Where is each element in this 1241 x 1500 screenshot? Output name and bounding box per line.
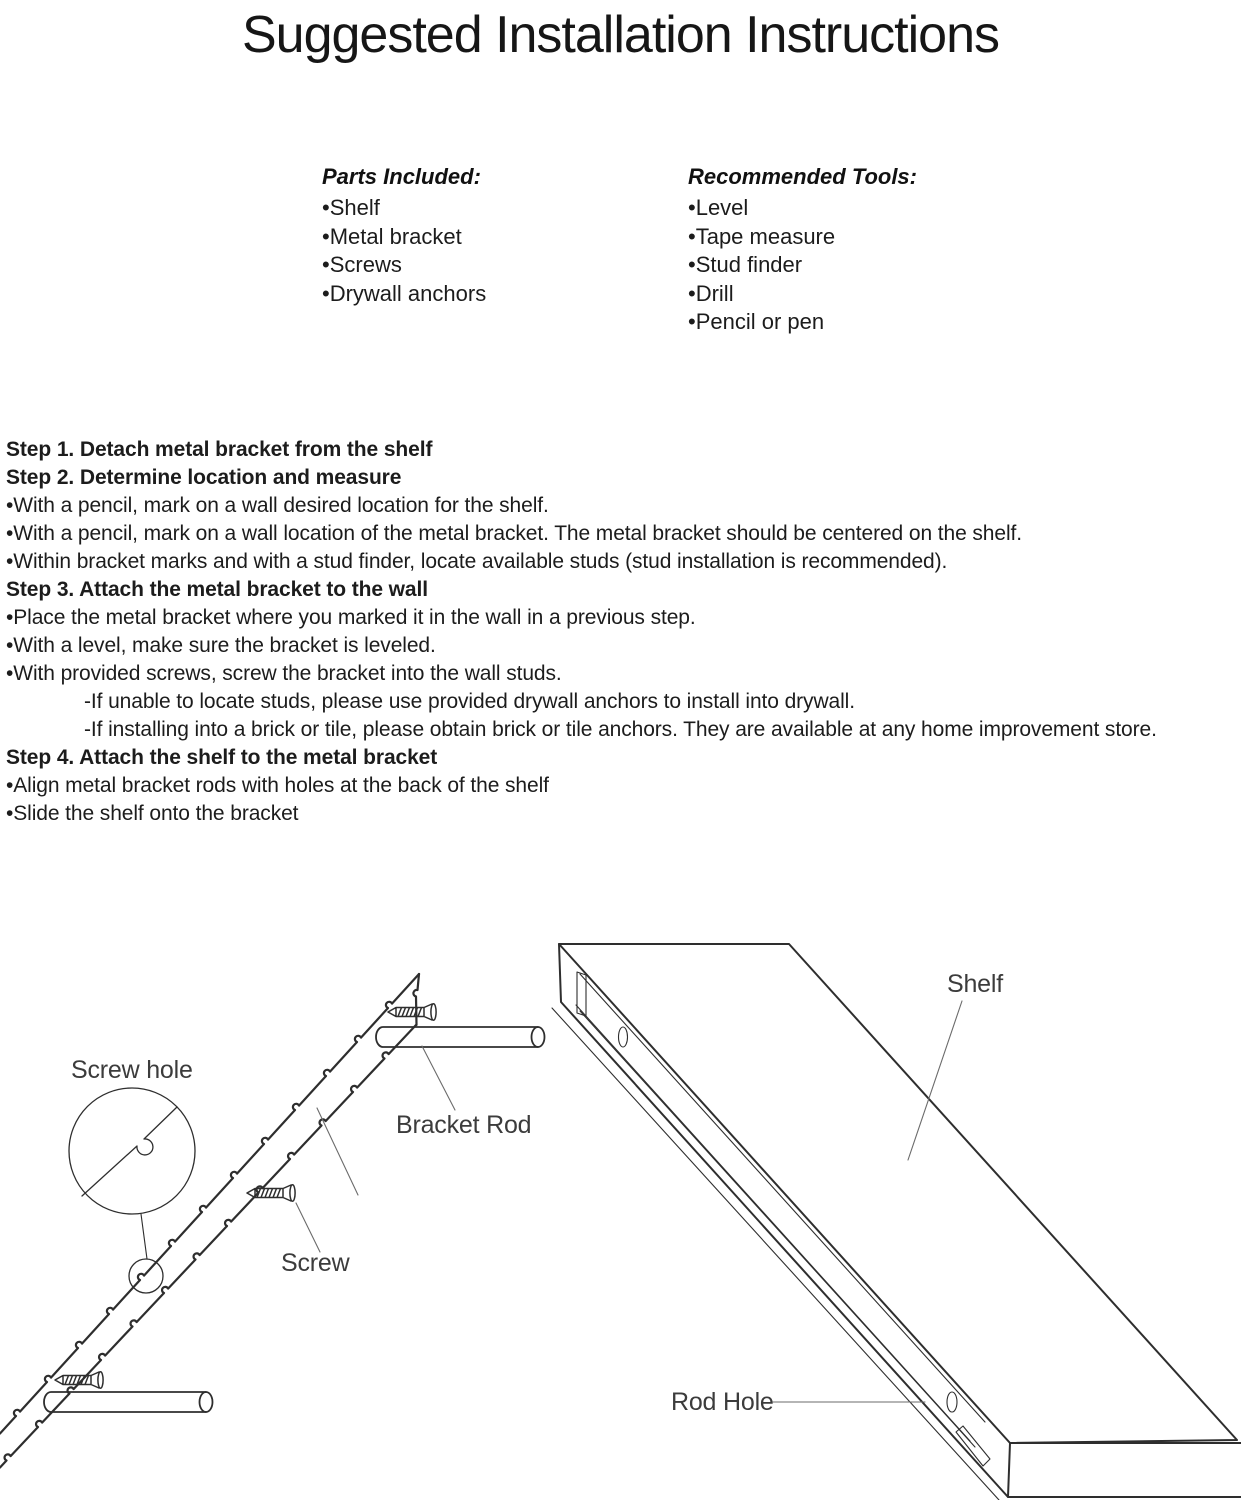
assembly-diagram — [0, 890, 1241, 1500]
bracket-upper-edge — [0, 974, 419, 1434]
rod-hole-bottom — [947, 1392, 957, 1412]
magnified-keyhole — [82, 1107, 177, 1196]
screw-leader-line — [296, 1203, 320, 1252]
step-sub-note: -If installing into a brick or tile, please obtain brick or tile anchors. They are available at any home improvement store. — [84, 718, 1157, 741]
magnifier-connector-line — [141, 1214, 147, 1259]
tools-item: •Drill — [688, 280, 734, 306]
rod-hole-label: Rod Hole — [671, 1388, 774, 1416]
magnifier-target-circle — [129, 1259, 163, 1293]
tools-item: •Pencil or pen — [688, 309, 825, 335]
bracket-leader-line — [317, 1108, 358, 1195]
screw-hole-magnifier — [69, 1088, 195, 1293]
parts-item: •Metal bracket — [322, 223, 462, 249]
parts-item: •Drywall anchors — [322, 280, 487, 306]
shelf-leader-line — [908, 1001, 962, 1160]
step-bullet: •With provided screws, screw the bracket into the wall studs. — [6, 662, 562, 685]
shelf-label: Shelf — [947, 970, 1003, 998]
shelf-groove-edge — [580, 974, 985, 1422]
bracket-top-cut-edge — [413, 974, 419, 1025]
shelf-bottom-contour — [552, 1008, 999, 1500]
step-1-heading: Step 1. Detach metal bracket from the shelf — [6, 438, 433, 461]
step-4-heading: Step 4. Attach the shelf to the metal bracket — [6, 746, 438, 769]
instruction-steps — [6, 436, 1157, 828]
parts-heading: Parts Included: — [322, 164, 481, 189]
parts-included-list — [322, 164, 486, 308]
step-bullet: •With a level, make sure the bracket is leveled. — [6, 634, 436, 657]
screw-label: Screw — [281, 1249, 350, 1277]
step-3-heading: Step 3. Attach the metal bracket to the wall — [6, 578, 428, 601]
bracket-rod-leader-line — [422, 1046, 455, 1110]
step-bullet: •Slide the shelf onto the bracket — [6, 802, 299, 825]
page-title: Suggested Installation Instructions — [241, 6, 1000, 64]
parts-item: •Screws — [322, 252, 402, 278]
bracket-rod-label: Bracket Rod — [396, 1111, 532, 1139]
rod-hole-top — [619, 1027, 628, 1047]
step-sub-note: -If unable to locate studs, please use provided drywall anchors to install into drywall. — [84, 690, 855, 713]
parts-item: •Shelf — [322, 195, 380, 220]
shelf-drawing — [552, 944, 1241, 1500]
step-bullet: •Within bracket marks and with a stud finder, locate available studs (stud installation is recommended). — [6, 550, 948, 573]
step-bullet: •With a pencil, mark on a wall location of the metal bracket. The metal bracket should be centered on the shelf. — [6, 522, 1022, 545]
tools-item: •Stud finder — [688, 252, 803, 278]
leader-lines — [296, 1001, 962, 1402]
tools-item: •Level — [688, 195, 749, 220]
recommended-tools-list — [688, 164, 917, 337]
shelf-groove-edge — [580, 1011, 975, 1447]
step-bullet: •With a pencil, mark on a wall desired location for the shelf. — [6, 494, 549, 517]
step-bullet: •Place the metal bracket where you marked it in the wall in a previous step. — [6, 606, 696, 629]
tools-item: •Tape measure — [688, 223, 836, 249]
screw-hole-label: Screw hole — [71, 1056, 193, 1084]
bracket-lower-edge — [0, 1025, 416, 1468]
step-2-heading: Step 2. Determine location and measure — [6, 466, 402, 489]
tools-heading: Recommended Tools: — [688, 164, 917, 189]
step-bullet: •Align metal bracket rods with holes at the back of the shelf — [6, 774, 549, 797]
